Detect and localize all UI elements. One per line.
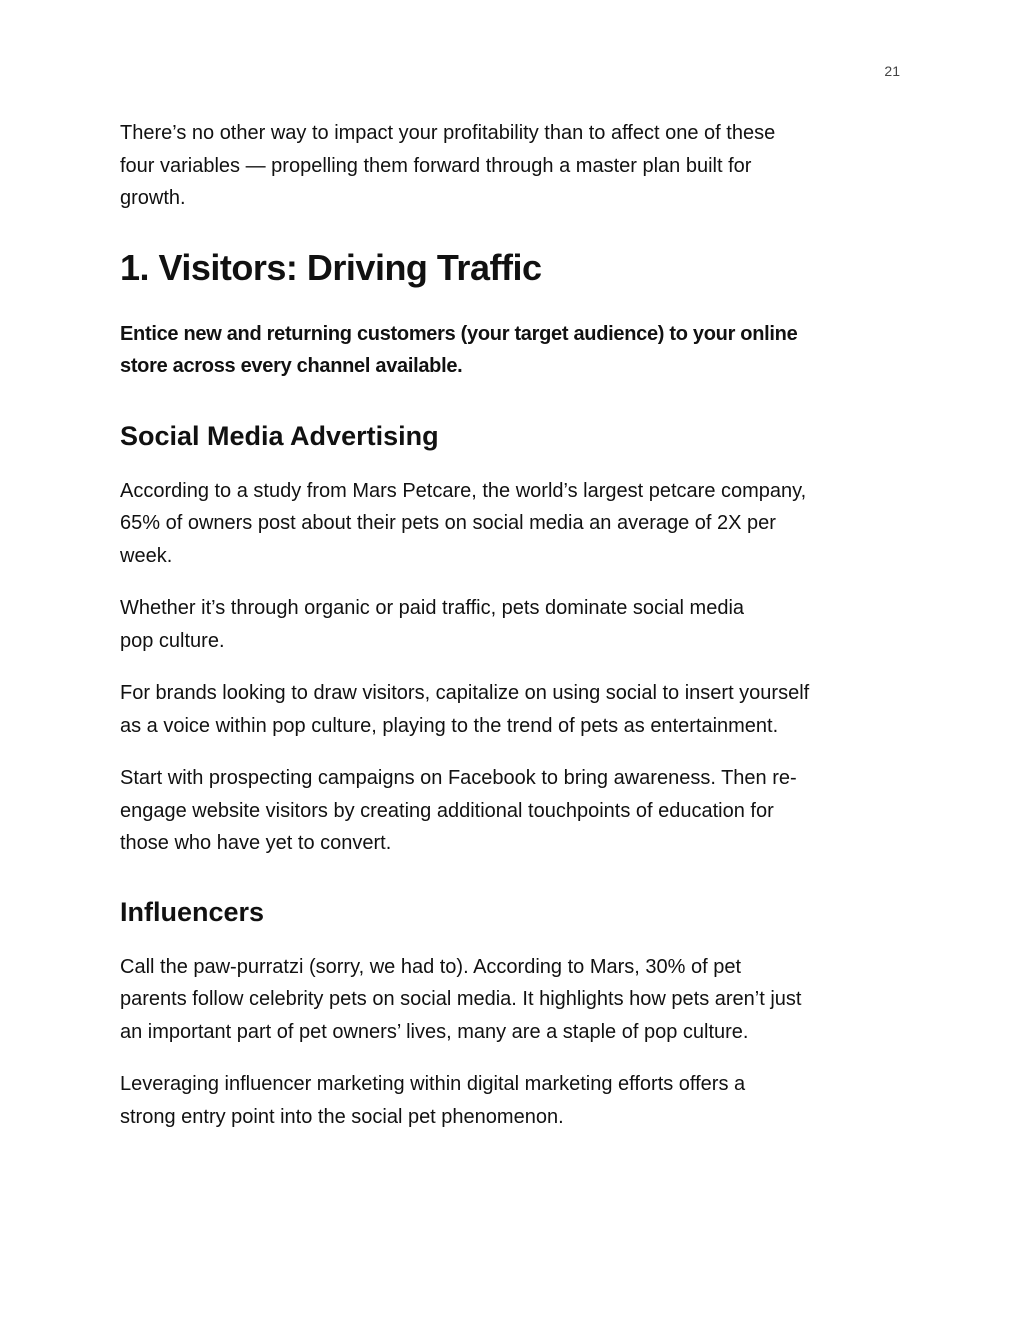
text-line: week. [120, 544, 173, 567]
text-line: store across every channel available. [120, 355, 463, 377]
lead-paragraph [120, 318, 910, 383]
text-line: strong entry point into the social pet phenomenon. [120, 1105, 564, 1128]
text-line: four variables — propelling them forward through a master plan built for [120, 154, 752, 177]
influencers-heading: Influencers [120, 896, 265, 927]
text-line: According to a study from Mars Petcare, the world’s largest petcare company, [120, 479, 807, 502]
text-line: growth. [120, 187, 186, 209]
intro-paragraph [120, 117, 910, 215]
section-title: 1. Visitors: Driving Traffic [120, 246, 542, 288]
text-line: Whether it’s through organic or paid traffic, pets dominate social media [120, 597, 745, 619]
body-paragraph [120, 475, 910, 573]
text-line: pop culture. [120, 629, 225, 652]
text-line: as a voice within pop culture, playing to the trend of pets as entertainment. [120, 714, 779, 737]
text-line: engage website visitors by creating additional touchpoints of education for [120, 799, 774, 822]
text-line: parents follow celebrity pets on social media. It highlights how pets aren’t just [120, 988, 802, 1010]
text-line: There’s no other way to impact your profitability than to affect one of these [120, 122, 776, 144]
text-line: Start with prospecting campaigns on Facebook to bring awareness. Then re- [120, 767, 797, 789]
social-media-heading: Social Media Advertising [120, 420, 439, 451]
text-line: Leveraging influencer marketing within digital marketing efforts offers a [120, 1073, 746, 1095]
page-content [120, 117, 910, 1133]
body-paragraph [120, 1068, 910, 1133]
body-paragraph [120, 762, 910, 860]
text-line: Entice new and returning customers (your target audience) to your online [120, 322, 798, 345]
text-line: 65% of owners post about their pets on social media an average of 2X per [120, 512, 776, 534]
body-paragraph [120, 677, 910, 742]
text-line: Call the paw-purratzi (sorry, we had to). According to Mars, 30% of pet [120, 955, 742, 978]
text-line: an important part of pet owners’ lives, many are a staple of pop culture. [120, 1020, 749, 1043]
text-line: those who have yet to convert. [120, 832, 392, 854]
body-paragraph [120, 592, 910, 657]
page-number: 21 [884, 63, 900, 79]
text-line: For brands looking to draw visitors, capitalize on using social to insert yourself [120, 682, 810, 704]
body-paragraph [120, 951, 910, 1049]
